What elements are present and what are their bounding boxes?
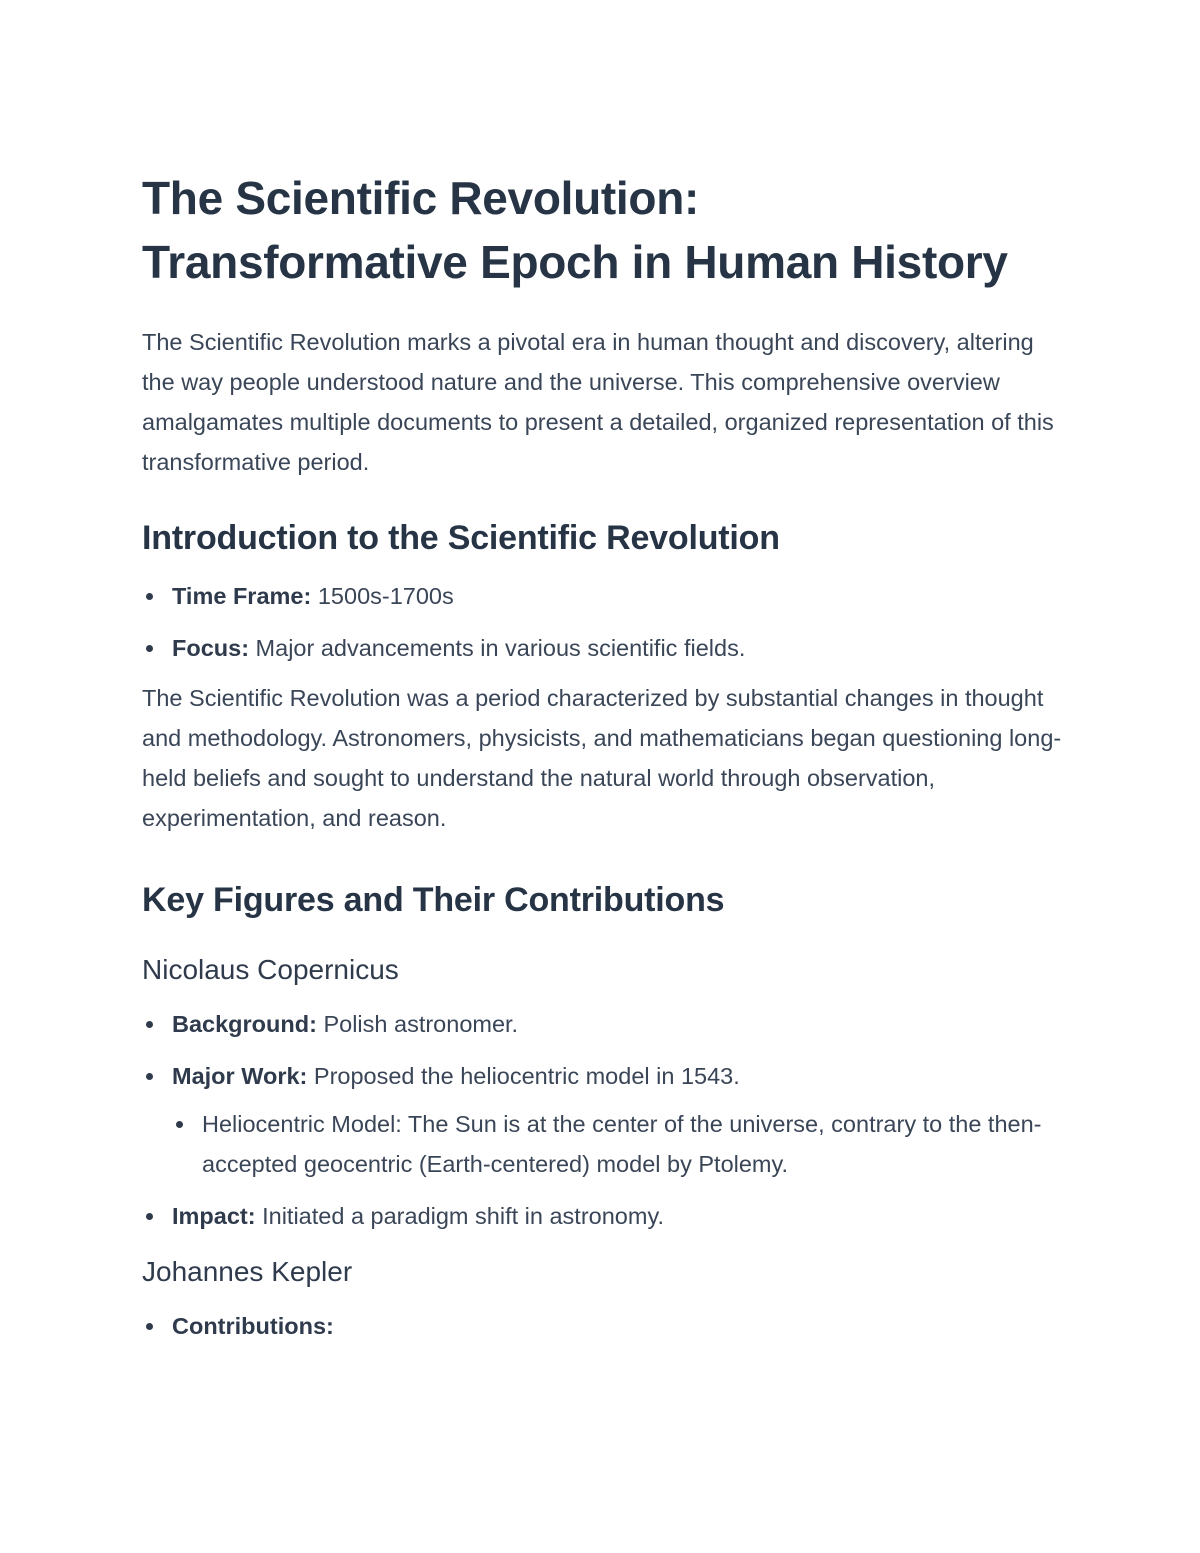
focus-label: Focus: xyxy=(172,635,250,661)
introduction-list xyxy=(142,576,1072,668)
list-item xyxy=(142,1196,1072,1236)
copernicus-list xyxy=(142,1004,1072,1236)
contributions-label: Contributions: xyxy=(172,1313,334,1339)
background-value: Polish astronomer. xyxy=(316,1011,519,1037)
focus-value: Major advancements in various scientific fields. xyxy=(249,635,746,661)
page-title xyxy=(142,166,1072,294)
major-work-value: Proposed the heliocentric model in 1543. xyxy=(307,1063,740,1089)
impact-value: Initiated a paradigm shift in astronomy. xyxy=(255,1203,664,1229)
introduction-paragraph: The Scientific Revolution was a period characterized by substantial changes in thought and methodology. Astronomers, physicists, and mathematicians began questioning long-held beliefs and sought to understand the natural world through observation, experimentation, and reason. xyxy=(142,685,1062,831)
document-page xyxy=(142,166,1072,1358)
list-item xyxy=(142,1306,1072,1346)
kepler-list xyxy=(142,1306,1072,1346)
key-figures-heading: Key Figures and Their Contributions xyxy=(142,881,725,919)
list-item xyxy=(142,576,1072,616)
list-item xyxy=(142,1004,1072,1044)
background-label: Background: xyxy=(172,1011,317,1037)
title-line-2: Transformative Epoch in Human History xyxy=(142,236,1008,288)
intro-paragraph: The Scientific Revolution marks a pivotal era in human thought and discovery, altering the way people understood nature and the universe. This comprehensive overview amalgamates multiple documents to present a detailed, organized representation of this transformative period. xyxy=(142,329,1054,475)
impact-label: Impact: xyxy=(172,1203,256,1229)
kepler-heading: Johannes Kepler xyxy=(142,1256,353,1287)
time-frame-value: 1500s-1700s xyxy=(311,583,454,609)
copernicus-heading: Nicolaus Copernicus xyxy=(142,954,399,985)
major-work-label: Major Work: xyxy=(172,1063,308,1089)
list-item xyxy=(142,628,1072,668)
title-line-1: The Scientific Revolution: xyxy=(142,172,700,224)
major-work-sublist xyxy=(172,1104,1072,1184)
list-item xyxy=(142,1056,1072,1184)
time-frame-label: Time Frame: xyxy=(172,583,312,609)
introduction-heading: Introduction to the Scientific Revolution xyxy=(142,519,780,557)
sub-list-item: Heliocentric Model: The Sun is at the center of the universe, contrary to the then-accepted geocentric (Earth-centered) model by Ptolemy. xyxy=(172,1104,1072,1184)
